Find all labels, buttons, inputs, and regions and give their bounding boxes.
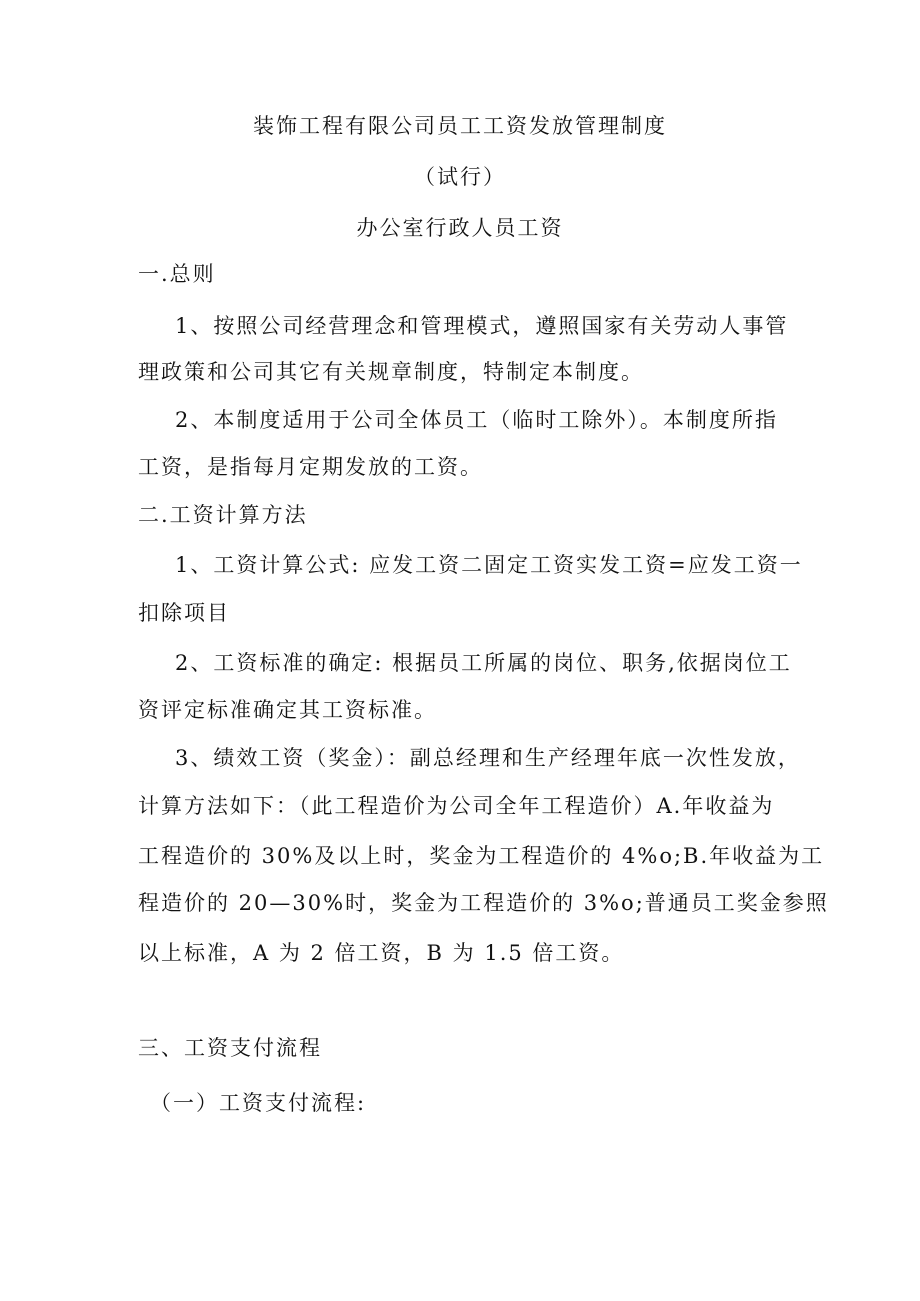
paragraph-5-line-3: 工程造价的 30%及以上时，奖金为工程造价的 4%o;B.年收益为工 [138,844,825,868]
document-title: 装饰工程有限公司员工工资发放管理制度 [253,114,667,138]
paragraph-2-line-2: 工资，是指每月定期发放的工资。 [138,455,483,479]
heading-general: 一.总则 [138,262,216,286]
paragraph-3-line-2: 扣除项目 [138,601,230,625]
paragraph-3-line-1: 1、工资计算公式: 应发工资二固定工资实发工资=应发工资一 [175,553,803,577]
paragraph-5-line-4: 程造价的 20—30%时，奖金为工程造价的 3%o;普通员工奖金参照 [138,891,829,915]
paragraph-1-line-2: 理政策和公司其它有关规章制度，特制定本制度。 [138,360,644,384]
section-heading-office-staff: 办公室行政人员工资 [356,216,564,240]
paragraph-2-line-1: 2、本制度适用于公司全体员工（临时工除外）。本制度所指 [175,408,778,432]
paragraph-1-line-1: 1、按照公司经营理念和管理模式，遵照国家有关劳动人事管 [175,314,789,338]
paragraph-4-line-2: 资评定标准确定其工资标准。 [138,698,437,722]
paragraph-5-line-1: 3、绩效工资（奖金）：副总经理和生产经理年底一次性发放， [175,746,801,770]
paragraph-4-line-1: 2、工资标准的确定: 根据员工所属的岗位、职务,依据岗位工 [175,651,792,675]
heading-salary-payment-process: 三、工资支付流程 [138,1036,322,1060]
heading-salary-calculation: 二.工资计算方法 [138,503,308,527]
subheading-payment-process: （一）工资支付流程: [150,1091,367,1115]
paragraph-5-line-5: 以上标准，A 为 2 倍工资，B 为 1.5 倍工资。 [138,941,625,965]
document-subtitle: （试行） [414,165,506,189]
paragraph-5-line-2: 计算方法如下：（此工程造价为公司全年工程造价）A.年收益为 [138,794,775,818]
